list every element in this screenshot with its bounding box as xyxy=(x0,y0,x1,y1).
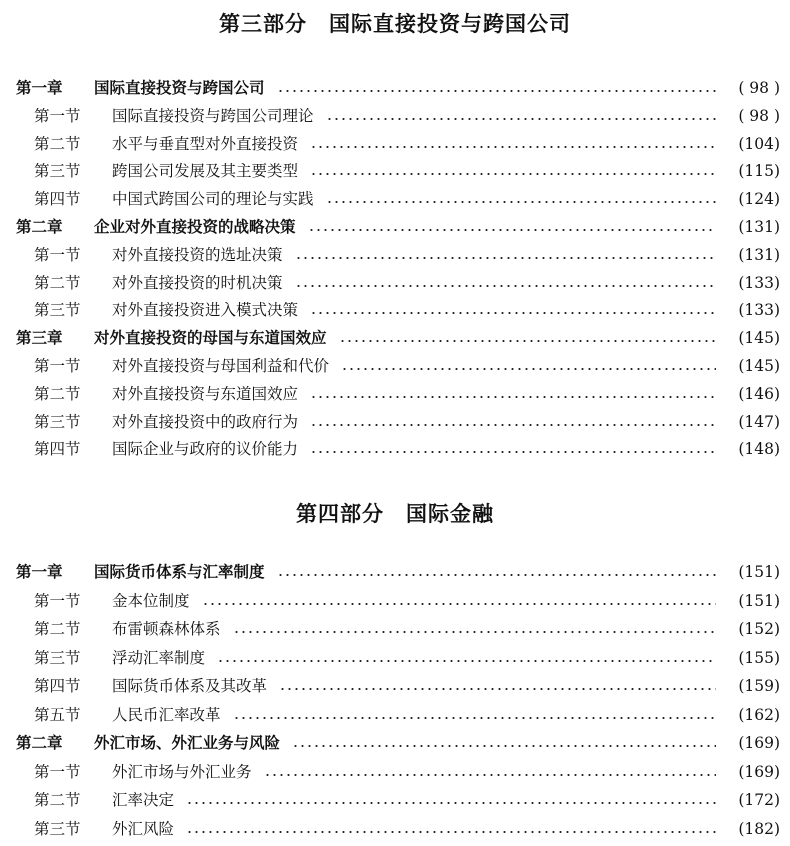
section-number: 第一节 xyxy=(34,106,81,125)
dot-leader xyxy=(326,201,716,203)
page-number: (162) xyxy=(738,705,780,724)
page-number: (147) xyxy=(738,412,780,431)
section-title: 对外直接投资与东道国效应 xyxy=(112,384,299,403)
toc-section-entry[interactable] xyxy=(0,241,790,269)
page-number: ( 98 ) xyxy=(738,106,780,125)
page-number: (133) xyxy=(738,301,780,320)
toc-chapter-entry[interactable] xyxy=(0,729,790,757)
part-title: 第三部分 国际直接投资与跨国公司 xyxy=(219,12,571,36)
dot-leader xyxy=(341,368,716,370)
dot-leader xyxy=(339,340,716,342)
toc-section-entry[interactable] xyxy=(0,130,790,158)
section-number: 第四节 xyxy=(34,190,81,209)
toc-chapter-entry[interactable] xyxy=(0,558,790,586)
section-title: 国际直接投资与跨国公司理论 xyxy=(112,106,314,125)
dot-leader xyxy=(310,173,716,175)
toc-section-entry[interactable] xyxy=(0,701,790,729)
dot-leader xyxy=(186,802,716,804)
page-number: (131) xyxy=(738,218,780,236)
page-number: (115) xyxy=(738,162,780,181)
chapter-title: 对外直接投资的母国与东道国效应 xyxy=(94,329,327,348)
section-number: 第一节 xyxy=(34,591,81,610)
section-number: 第一节 xyxy=(34,357,81,375)
page-number: (182) xyxy=(738,819,780,838)
page-number: (172) xyxy=(738,791,780,809)
dot-leader xyxy=(310,146,716,148)
section-title: 对外直接投资进入模式决策 xyxy=(112,301,299,320)
chapter-title: 国际直接投资与跨国公司 xyxy=(94,79,265,97)
toc-section-entry[interactable] xyxy=(0,102,790,130)
dot-leader xyxy=(308,229,716,231)
section-title: 对外直接投资与母国利益和代价 xyxy=(112,357,330,375)
section-number: 第四节 xyxy=(34,677,81,695)
section-title: 对外直接投资的时机决策 xyxy=(112,273,283,292)
section-title: 跨国公司发展及其主要类型 xyxy=(112,162,299,181)
chapter-number: 第二章 xyxy=(16,218,63,236)
page-number: (104) xyxy=(738,134,780,153)
page-number: (146) xyxy=(738,384,780,403)
dot-leader xyxy=(310,451,716,453)
section-title: 人民币汇率改革 xyxy=(112,705,221,724)
section-number: 第三节 xyxy=(34,412,81,431)
section-number: 第三节 xyxy=(34,162,81,181)
page-number: (148) xyxy=(738,440,780,459)
toc-section-entry[interactable] xyxy=(0,615,790,643)
section-title: 国际货币体系及其改革 xyxy=(112,677,268,695)
toc-section-entry[interactable] xyxy=(0,644,790,672)
section-title: 对外直接投资中的政府行为 xyxy=(112,412,299,431)
section-number: 第五节 xyxy=(34,705,81,724)
dot-leader xyxy=(310,396,716,398)
section-number: 第二节 xyxy=(34,791,81,809)
dot-leader xyxy=(310,312,716,314)
section-number: 第一节 xyxy=(34,245,81,264)
dot-leader xyxy=(202,603,716,605)
section-title: 水平与垂直型对外直接投资 xyxy=(112,134,299,153)
toc-chapter-entry[interactable] xyxy=(0,324,790,352)
dot-leader xyxy=(277,90,716,92)
chapter-number: 第三章 xyxy=(16,329,63,348)
chapter-title: 外汇市场、外汇业务与风险 xyxy=(94,734,281,752)
section-number: 第二节 xyxy=(34,134,81,153)
toc-section-entry[interactable] xyxy=(0,157,790,185)
page-number: (152) xyxy=(738,620,780,638)
dot-leader xyxy=(277,574,716,576)
page-number: (124) xyxy=(738,190,780,209)
toc-section-entry[interactable] xyxy=(0,296,790,324)
toc-section-entry[interactable] xyxy=(0,352,790,380)
part-title: 第四部分 国际金融 xyxy=(296,502,494,526)
page-number: (145) xyxy=(738,329,780,348)
toc-section-entry[interactable] xyxy=(0,269,790,297)
toc-section-entry[interactable] xyxy=(0,815,790,843)
dot-leader xyxy=(295,285,716,287)
dot-leader xyxy=(279,688,716,690)
section-number: 第二节 xyxy=(34,384,81,403)
section-title: 中国式跨国公司的理论与实践 xyxy=(112,190,314,209)
dot-leader xyxy=(186,831,716,833)
page-number: ( 98 ) xyxy=(738,79,780,97)
dot-leader xyxy=(292,745,716,747)
chapter-number: 第一章 xyxy=(16,563,63,581)
toc-section-entry[interactable] xyxy=(0,435,790,463)
page-number: (145) xyxy=(738,357,780,375)
page-number: (131) xyxy=(738,245,780,264)
toc-section-entry[interactable] xyxy=(0,380,790,408)
page-number: (151) xyxy=(738,591,780,610)
section-number: 第一节 xyxy=(34,762,81,781)
page-number: (159) xyxy=(738,677,780,695)
dot-leader xyxy=(264,774,716,776)
section-number: 第二节 xyxy=(34,620,81,638)
chapter-number: 第一章 xyxy=(16,79,63,97)
dot-leader xyxy=(217,660,716,662)
section-number: 第三节 xyxy=(34,819,81,838)
section-title: 外汇风险 xyxy=(112,819,175,838)
dot-leader xyxy=(310,424,716,426)
toc-section-entry[interactable] xyxy=(0,672,790,700)
page-number: (155) xyxy=(738,648,780,667)
section-title: 外汇市场与外汇业务 xyxy=(112,762,252,781)
toc-section-entry[interactable] xyxy=(0,408,790,436)
section-title: 金本位制度 xyxy=(112,591,190,610)
dot-leader xyxy=(326,118,716,120)
dot-leader xyxy=(233,631,716,633)
section-title: 国际企业与政府的议价能力 xyxy=(112,440,299,459)
dot-leader xyxy=(233,717,716,719)
toc-chapter-entry[interactable] xyxy=(0,74,790,102)
toc-section-entry[interactable] xyxy=(0,185,790,213)
section-title: 浮动汇率制度 xyxy=(112,648,206,667)
toc-section-entry[interactable] xyxy=(0,587,790,615)
section-title: 布雷顿森林体系 xyxy=(112,620,221,638)
chapter-title: 企业对外直接投资的战略决策 xyxy=(94,218,296,236)
section-number: 第三节 xyxy=(34,301,81,320)
page-number: (133) xyxy=(738,273,780,292)
page-number: (169) xyxy=(738,762,780,781)
section-title: 对外直接投资的选址决策 xyxy=(112,245,283,264)
page-number: (151) xyxy=(738,563,780,581)
toc-section-entry[interactable] xyxy=(0,758,790,786)
toc-section-entry[interactable] xyxy=(0,786,790,814)
toc-chapter-entry[interactable] xyxy=(0,213,790,241)
chapter-number: 第二章 xyxy=(16,734,63,752)
section-number: 第三节 xyxy=(34,648,81,667)
chapter-title: 国际货币体系与汇率制度 xyxy=(94,563,265,581)
section-title: 汇率决定 xyxy=(112,791,175,809)
page-number: (169) xyxy=(738,734,780,752)
dot-leader xyxy=(295,257,716,259)
section-number: 第二节 xyxy=(34,273,81,292)
section-number: 第四节 xyxy=(34,440,81,459)
